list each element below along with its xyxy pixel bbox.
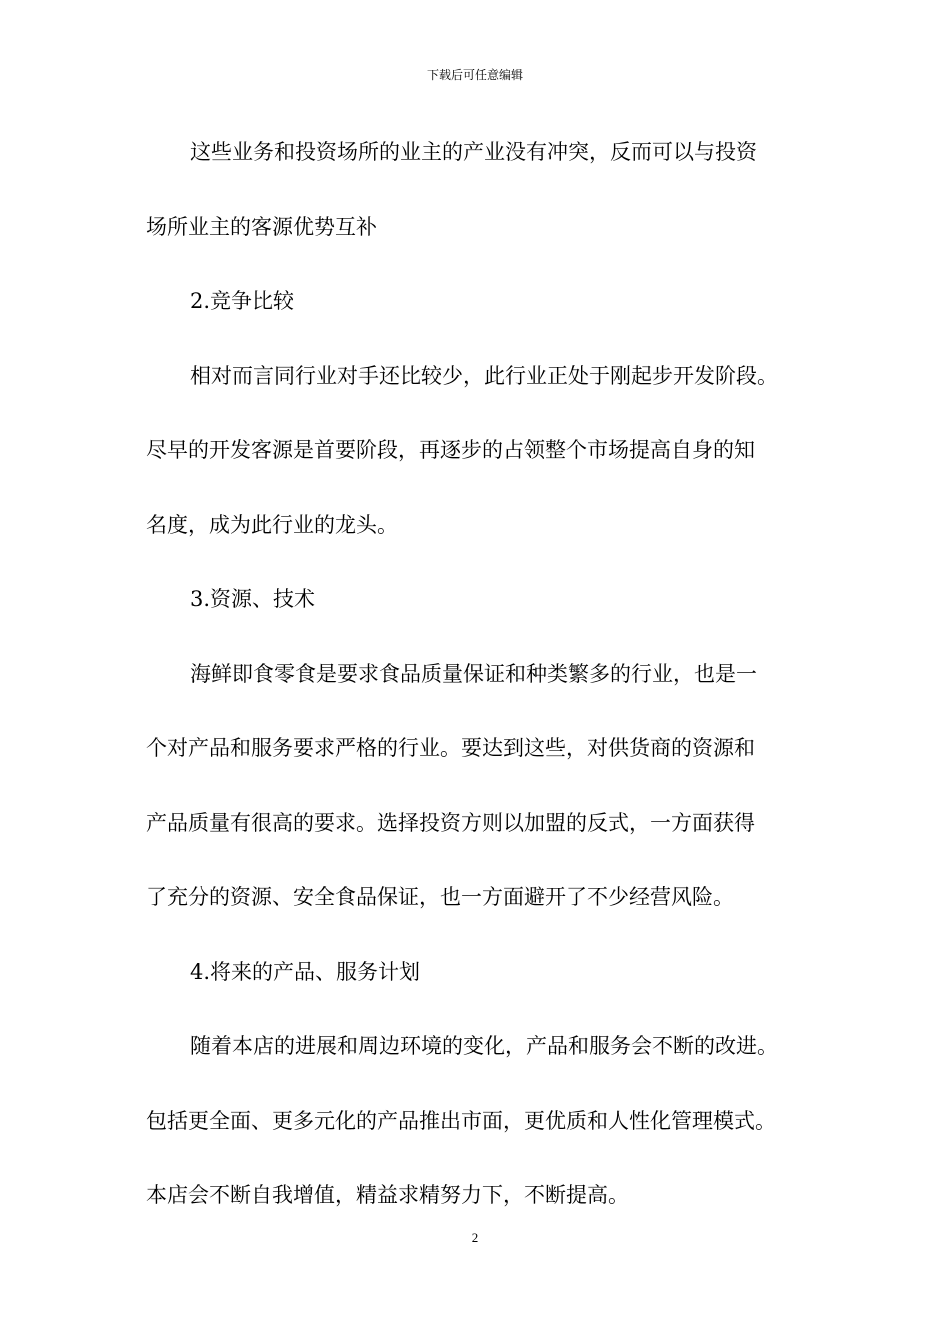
paragraph-line: 名度，成为此行业的龙头。	[146, 512, 398, 537]
paragraph-line: 场所业主的客源优势互补	[146, 214, 377, 239]
page-number: 2	[471, 1230, 479, 1245]
paragraph-line: 个对产品和服务要求严格的行业。要达到这些，对供货商的资源和	[146, 736, 755, 760]
paragraph-line: 相对而言同行业对手还比较少，此行业正处于刚起步开发阶段。	[190, 363, 778, 388]
paragraph-line: 海鲜即食零食是要求食品质量保证和种类繁多的行业，也是一	[190, 661, 757, 686]
paragraph-line: 本店会不断自我增值，精益求精努力下，不断提高。	[146, 1183, 629, 1207]
paragraph-line: 产品质量有很高的要求。选择投资方则以加盟的反式，一方面获得	[146, 810, 755, 835]
page-header: 下载后可任意编辑	[426, 68, 523, 82]
paragraph-line: 这些业务和投资场所的业主的产业没有冲突，反而可以与投资	[190, 140, 757, 164]
paragraph-line: 包括更全面、更多元化的产品推出市面，更优质和人性化管理模式。	[146, 1108, 776, 1133]
section-heading: 2.竞争比较	[190, 289, 295, 313]
paragraph-line: 了充分的资源、安全食品保证，也一方面避开了不少经营风险。	[146, 885, 734, 909]
paragraph-line: 尽早的开发客源是首要阶段，再逐步的占领整个市场提高自身的知	[146, 438, 755, 462]
section-heading: 3.资源、技术	[190, 587, 316, 611]
section-heading: 4.将来的产品、服务计划	[190, 959, 421, 984]
document-body	[146, 128, 810, 1246]
paragraph-line: 随着本店的进展和周边环境的变化，产品和服务会不断的改进。	[190, 1034, 778, 1058]
